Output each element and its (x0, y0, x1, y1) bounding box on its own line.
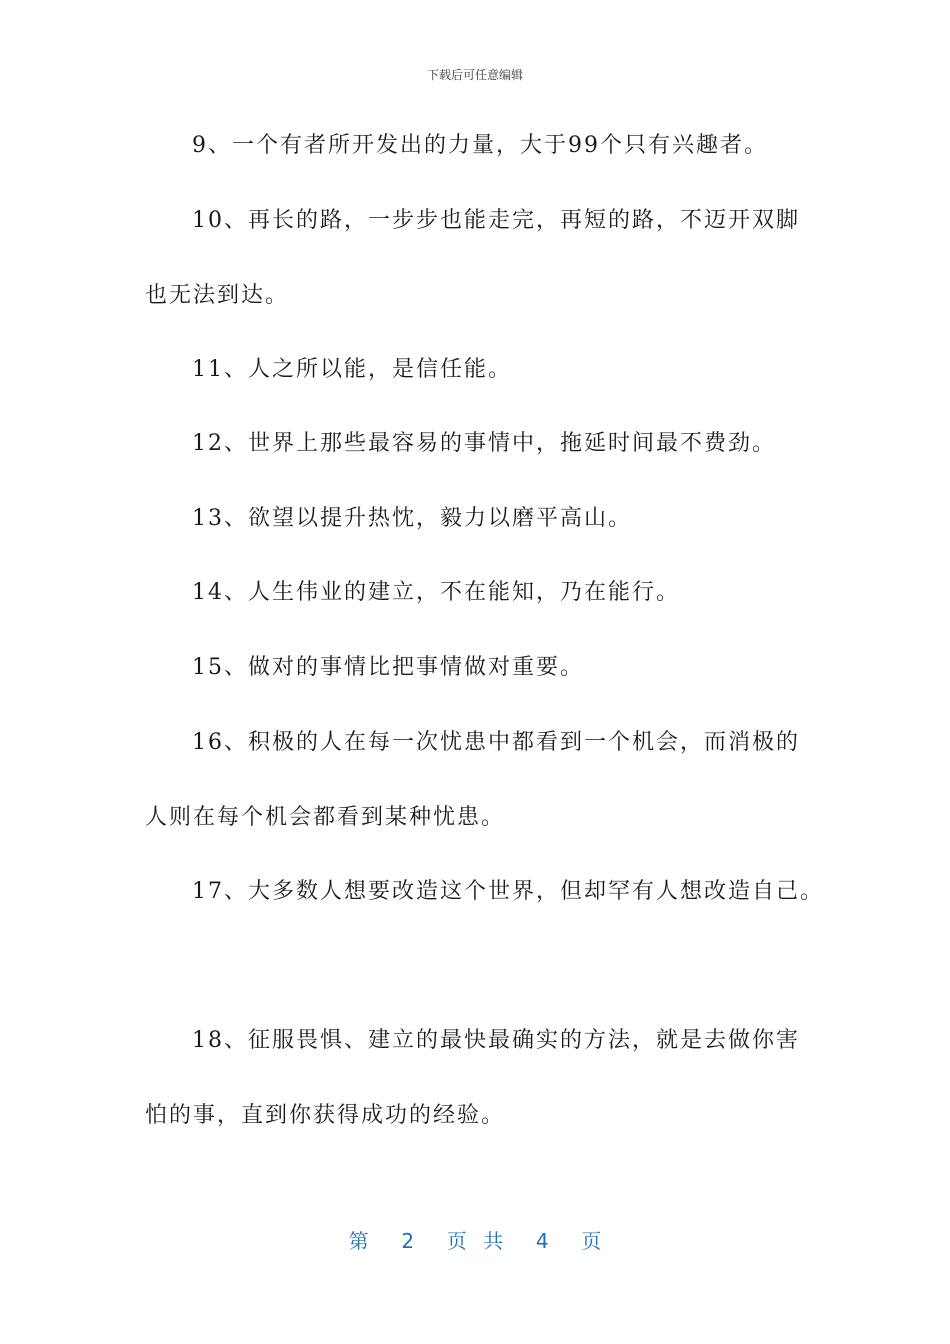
quote-line-16-continued: 人则在每个机会都看到某种忧患。 (145, 805, 506, 830)
quote-line-10: 10、再长的路，一步步也能走完，再短的路，不迈开双脚 (192, 208, 800, 233)
quote-line-17: 17、大多数人想要改造这个世界，但却罕有人想改造自己。 (192, 879, 824, 904)
quote-line-16: 16、积极的人在每一次忧患中都看到一个机会，而消极的 (192, 730, 800, 755)
quote-line-14: 14、人生伟业的建立，不在能知，乃在能行。 (192, 580, 680, 605)
quote-line-18: 18、征服畏惧、建立的最快最确实的方法，就是去做你害 (192, 1028, 800, 1053)
quote-line-18-continued: 怕的事，直到你获得成功的经验。 (145, 1103, 506, 1128)
quote-line-13: 13、欲望以提升热忱，毅力以磨平高山。 (192, 506, 632, 531)
page-indicator: 第 2 页 共 4 页 (348, 1229, 602, 1253)
quote-line-10-continued: 也无法到达。 (145, 283, 290, 308)
quote-line-11: 11、人之所以能，是信任能。 (192, 357, 512, 382)
quote-line-12: 12、世界上那些最容易的事情中，拖延时间最不费劲。 (192, 431, 776, 456)
quote-line-9: 9、一个有者所开发出的力量，大于99个只有兴趣者。 (192, 133, 768, 158)
quote-line-15: 15、做对的事情比把事情做对重要。 (192, 655, 584, 680)
header-note: 下载后可任意编辑 (426, 68, 523, 82)
